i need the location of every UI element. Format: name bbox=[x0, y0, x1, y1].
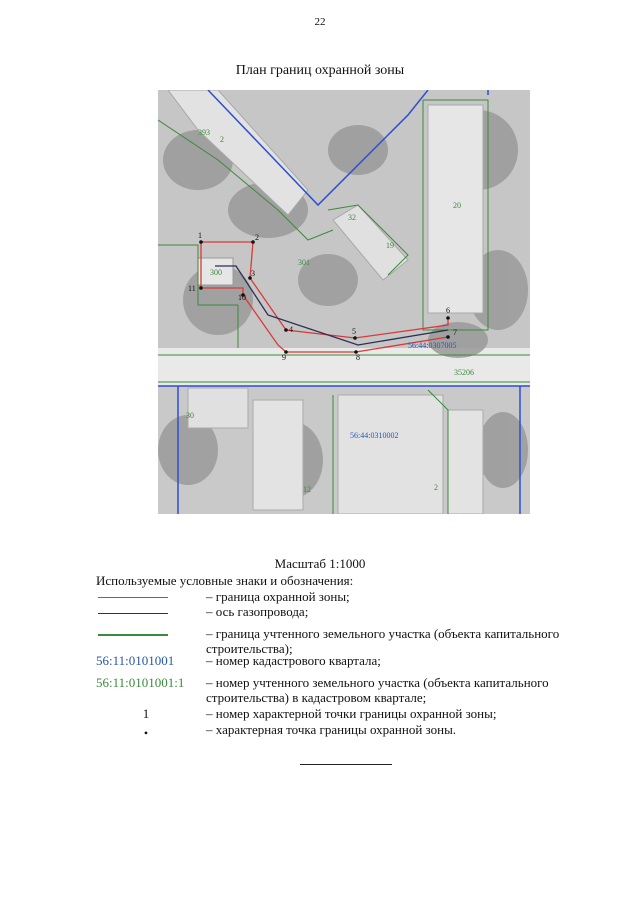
point-label-7: 7 bbox=[453, 328, 457, 337]
page-title: План границ охранной зоны bbox=[235, 63, 405, 78]
legend-characteristic-point bbox=[0, 722, 640, 742]
parcel-label-20: 20 bbox=[453, 201, 461, 210]
legend-quarter-number bbox=[0, 653, 640, 673]
parcel-boundary-swatch bbox=[98, 634, 168, 636]
point-label-1: 1 bbox=[198, 231, 202, 240]
parcel-label-301: 301 bbox=[298, 258, 310, 267]
point-label-3: 3 bbox=[251, 269, 255, 278]
building-2-south bbox=[448, 410, 483, 514]
street-label: 35206 bbox=[454, 368, 474, 377]
point-label-10: 10 bbox=[238, 293, 246, 302]
parcel-label-393: 393 bbox=[198, 128, 210, 137]
legend-heading: Используемые условные знаки и обозначения: bbox=[96, 573, 354, 588]
quarter-label-south: 56:44:0310002 bbox=[350, 431, 399, 440]
page-number: 22 bbox=[314, 16, 326, 28]
parcel-label-2-north: 2 bbox=[220, 135, 224, 144]
legend-desc: – ось газопровода; bbox=[206, 604, 309, 619]
point-label-2: 2 bbox=[255, 233, 259, 242]
parcel-label-30: 30 bbox=[186, 411, 194, 420]
legend-symbol: 56:11:0101001:1 bbox=[96, 675, 185, 690]
legend-desc: – номер кадастрового квартала; bbox=[206, 653, 381, 668]
legend-symbol: 56:11:0101001 bbox=[96, 653, 175, 668]
legend-desc: – характерная точка границы охранной зоны. bbox=[206, 722, 457, 737]
point-label-6: 6 bbox=[446, 306, 450, 315]
building-30 bbox=[188, 388, 248, 428]
point-label-9: 9 bbox=[282, 353, 286, 362]
legend-gas-axis bbox=[0, 604, 640, 624]
point-label-8: 8 bbox=[356, 353, 360, 362]
zone-map bbox=[158, 90, 530, 514]
building-12 bbox=[253, 400, 303, 510]
legend-symbol: • bbox=[143, 726, 149, 740]
legend-parcel-number bbox=[0, 675, 640, 707]
zone-map-drawing bbox=[158, 90, 530, 514]
parcel-label-300: 300 bbox=[210, 268, 222, 277]
building-south bbox=[338, 395, 443, 514]
parcel-label-19: 19 bbox=[386, 241, 394, 250]
point-label-4: 4 bbox=[289, 325, 293, 334]
parcel-label-32: 32 bbox=[348, 213, 356, 222]
legend-symbol: 1 bbox=[142, 706, 150, 721]
legend-desc: – граница охранной зоны; bbox=[206, 589, 350, 604]
point-label-11: 11 bbox=[188, 284, 196, 293]
map-scale: Масштаб 1:1000 bbox=[274, 556, 366, 571]
parcel-label-12: 12 bbox=[303, 485, 311, 494]
legend-desc: – номер учтенного земельного участка (объекта капитального строительства) в кадастровом квартале; bbox=[206, 675, 549, 705]
legend-desc: – номер характерной точки границы охранной зоны; bbox=[206, 706, 497, 721]
gas-axis-swatch bbox=[98, 613, 168, 614]
point-label-5: 5 bbox=[352, 327, 356, 336]
legend-desc: – граница учтенного земельного участка (объекта капитального строительства); bbox=[206, 626, 560, 656]
parcel-label-2-south: 2 bbox=[434, 483, 438, 492]
zone-boundary-swatch bbox=[98, 597, 168, 598]
quarter-label-north: 56:44:0307005 bbox=[408, 341, 457, 350]
signature-line bbox=[300, 764, 392, 765]
